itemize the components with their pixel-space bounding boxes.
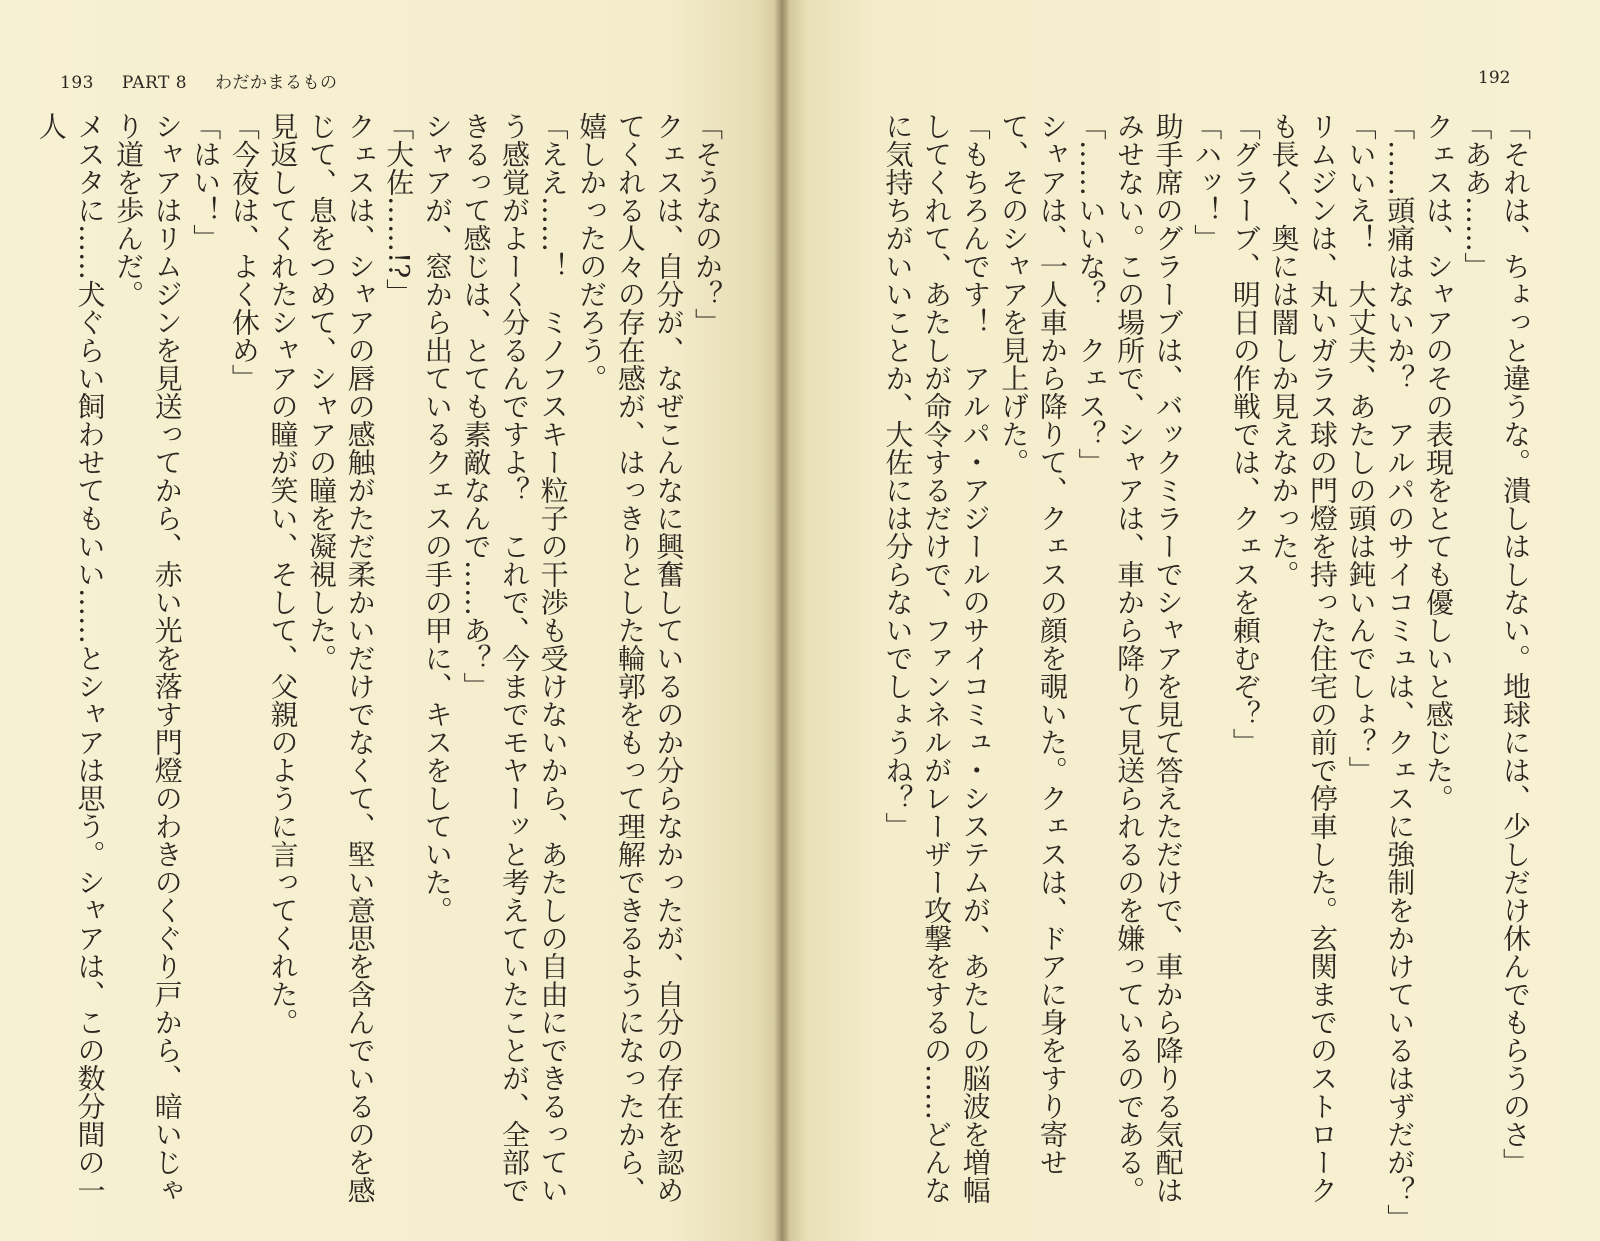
paragraph: シャアが、窓から出ているクェスの手の甲に、キスをしていた。: [420, 112, 454, 924]
paragraph: シャアはリムジンを見送ってから、赤い光を落す門燈のわきのくぐり戸から、暗いじゃり道を歩んだ。: [112, 112, 184, 1204]
paragraph: 助手席のグラーブは、バックミラーでシャアを見て答えただけで、車から降りる気配はみせない。この場所で、シャアは、車から降りて見送られるのを嫌っているのである。: [1113, 112, 1185, 1204]
right-page-body: [834, 112, 1534, 1232]
paragraph: メスタに……犬ぐらい飼わせてもいい……とシャアは思う。シャアは、この数分間の一人: [34, 112, 107, 1204]
paragraph: 「大佐……!?」: [382, 112, 416, 307]
paragraph: 「……頭痛はないか？ アルパのサイコミュは、クェスに強制をかけているはずだが？」: [1383, 112, 1417, 1232]
chapter-title: わだかまるもの: [214, 73, 338, 93]
right-page-number: 192: [1478, 68, 1511, 88]
paragraph: 見返してくれたシャアの瞳が笑い、そして、父親のように言ってくれた。: [266, 112, 300, 1036]
paragraph: 「今夜は、よく休め」: [227, 112, 261, 392]
paragraph: 「はい！」: [189, 112, 223, 252]
paragraph: 「ええ……！ ミノフスキー粒子の干渉も受けないから、あたしの自由にできるっていう感覚がよーく分るんですよ？ これで、今までモヤーッと考えていたことが、全部できるって感じは、とても素敵なんで……あ？」: [459, 112, 570, 1204]
paragraph: 「それは、ちょっと違うな。潰しはしない。地球には、少しだけ休んでもらうのさ」: [1499, 112, 1532, 1176]
left-page: [0, 0, 782, 1241]
paragraph: 「そうなのか？」: [691, 112, 724, 336]
paragraph: 「……いいな？ クェス？」: [1074, 112, 1108, 476]
left-page-body: [34, 112, 726, 1224]
paragraph: 「ああ……」: [1460, 112, 1494, 280]
paragraph: 「いいえ！ 大丈夫、あたしの頭は鈍いんでしょ？」: [1344, 112, 1378, 784]
paragraph: シャアは、一人車から降りて、クェスの顔を覗いた。クェスは、ドアに身をすり寄せて、そのシャアを見上げた。: [997, 112, 1069, 1176]
book-gutter: [774, 0, 790, 1241]
part-label: PART 8: [121, 73, 188, 93]
paragraph: 「グラーブ、明日の作戦では、クェスを頼むぞ？」: [1228, 112, 1262, 756]
paragraph: クェスは、シャアの唇の感触がただ柔かいだけでなくて、堅い意思を含んでいるのを感じて、息をつめて、シャアの瞳を凝視した。: [305, 112, 377, 1204]
paragraph: リムジンは、丸いガラス球の門燈を持った住宅の前で停車した。玄関までのストロークも長く、奥には闇しか見えなかった。: [1267, 112, 1340, 1204]
paragraph: クェスは、シャアのその表現をとても優しいと感じた。: [1421, 112, 1455, 812]
left-page-number: 193: [60, 73, 94, 93]
paragraph: 「ハッ！」: [1190, 112, 1224, 252]
paragraph: クェスは、自分が、なぜこんなに興奮しているのか分らなかったが、自分の存在を認めてくれる人々の存在感が、はっきりとした輪郭をもって理解できるようになったから、嬉しかったのだろう。: [575, 112, 686, 1204]
paragraph: 「もちろんです！ アルパ・アジールのサイコミュ・システムが、あたしの脳波を増幅してくれて、あたしが命令するだけで、ファンネルがレーザー攻撃をするの……どんなに気持ちがいいことか、大佐には分らないでしょうね？」: [881, 112, 992, 1204]
left-page-header: [60, 68, 337, 93]
